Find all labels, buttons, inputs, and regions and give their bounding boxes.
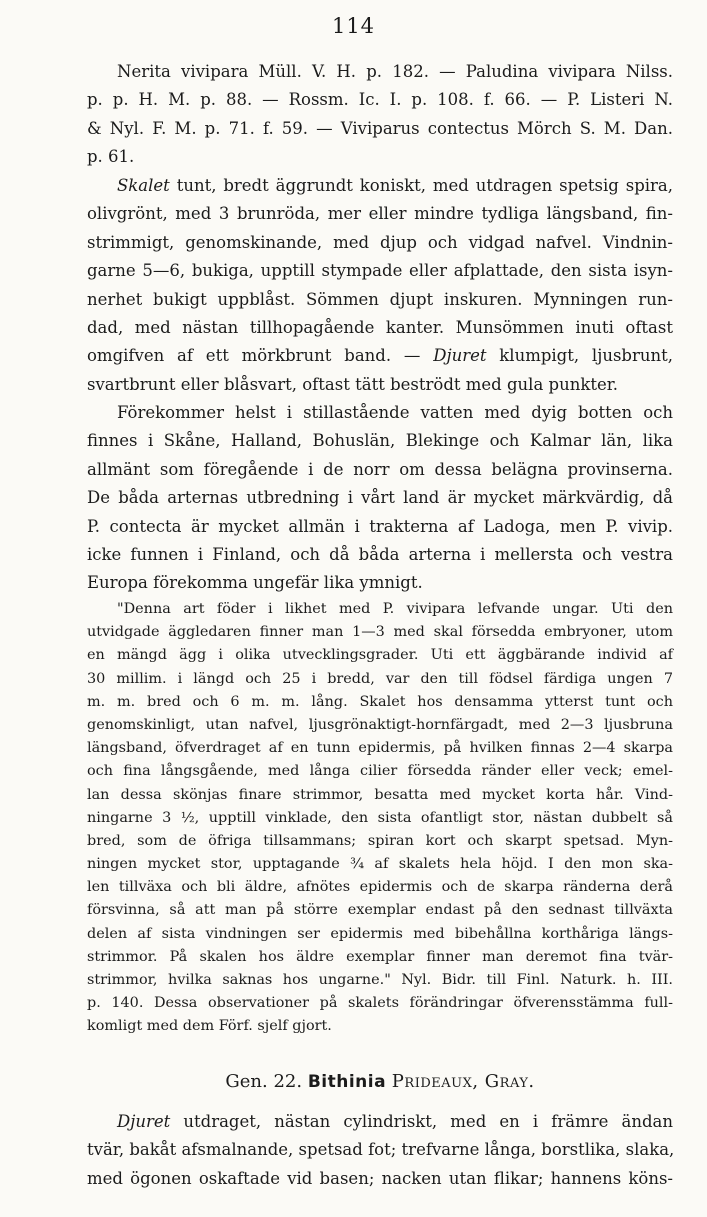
text-line: P. contecta är mycket allmän i trakterna af Ladoga, men P. vivip. [87, 516, 673, 536]
text-line: len tillväxa och bli äldre, afnötes epidermis och de skarpa ränderna derå [87, 879, 673, 896]
text-line: & Nyl. F. M. p. 71. f. 59. — Viviparus contectus Mörch S. M. Dan. [87, 118, 673, 138]
quotation-paragraph [87, 598, 673, 1039]
text-line-rest-genus: utdraget, nästan cylindriskt, med en i främre ändan [170, 1112, 673, 1131]
genus-description [87, 1108, 673, 1193]
text-line: Europa förekomma ungefär lika ymnigt. [87, 573, 423, 593]
text-line: Nerita vivipara Müll. V. H. p. 182. — Paludina vivipara Nilss. [117, 62, 673, 81]
text-line: "Denna art föder i likhet med P. vivipara lefvande ungar. Uti den [117, 601, 673, 617]
text-line: ningen mycket stor, upptagande ¾ af skalets hela höjd. I den mon ska- [87, 856, 673, 873]
text-line: komligt med dem Förf. sjelf gjort. [87, 1018, 332, 1035]
occurrence-paragraph [87, 399, 673, 598]
genus-heading [87, 1071, 673, 1092]
text-line: svartbrunt eller blåsvart, oftast tätt beströdt med gula punkter. [87, 374, 619, 394]
genus-number: Gen. 22. [225, 1071, 303, 1092]
text-line: De båda arternas utbredning i vårt land är mycket märkvärdig, då [87, 488, 673, 508]
text-line: lan dessa skönjas finare strimmor, besatta med mycket korta hår. Vind- [87, 786, 673, 803]
text-line: strimmor, hvilka saknas hos ungarne." Nyl. Bidr. till Finl. Naturk. h. III. [87, 972, 673, 988]
text-line: strimmigt, genomskinande, med djup och vidgad nafvel. Vindnin- [87, 232, 673, 252]
text-line: strimmor. På skalen hos äldre exemplar finner man deremot fina tvär- [87, 948, 673, 965]
text-line-rest: tunt, bredt äggrundt koniskt, med utdragen spetsig spira, [169, 176, 673, 195]
text-line: m. m. bred och 6 m. m. lång. Skalet hos densamma ytterst tunt och [87, 693, 673, 710]
text-line: genomskinligt, utan nafvel, ljusgrönaktigt-hornfärgadt, med 2—3 ljusbruna [87, 716, 673, 733]
term-djuret: Djuret [433, 346, 487, 366]
text-line: och fina långsgående, med långa cilier försedda ränder eller veck; emel- [87, 763, 673, 780]
text-line: längsband, öfverdraget af en tunn epidermis, på hvilken finnas 2—4 skarpa [87, 740, 673, 757]
text-line: icke funnen i Finland, och då båda arterna i mellersta och vestra [87, 544, 673, 564]
text-line: utvidgade äggledaren finner man 1—3 med skal försedda embryoner, utom [87, 624, 673, 641]
text-line-post: klumpigt, ljusbrunt, [486, 346, 673, 366]
text-line: försvinna, så att man på större exemplar endast på den sednast tillväxta [87, 902, 673, 919]
description-paragraph [87, 172, 673, 399]
synonymy-paragraph [87, 58, 673, 172]
text-line: tvär, bakåt afsmalnande, spetsad fot; trefvarne långa, borstlika, slaka, [87, 1140, 675, 1160]
text-line: Förekommer helst i stillastående vatten med dyig botten och [117, 403, 673, 422]
text-line: p. p. H. M. p. 88. — Rossm. Ic. I. p. 108. f. 66. — P. Listeri N. [87, 90, 673, 110]
genus-authors: Prideaux, Gray. [391, 1071, 535, 1092]
text-line: allmänt som föregående i de norr om dessa belägna provinserna. [87, 459, 673, 479]
text-line [87, 172, 673, 200]
text-line [87, 1108, 673, 1136]
text-line: nerhet bukigt uppblåst. Sömmen djupt inskuren. Mynningen run- [87, 289, 673, 309]
page-number: 114 [331, 14, 376, 38]
text-line [87, 342, 673, 370]
term-skalet: Skalet [117, 176, 170, 195]
text-line: delen af sista vindningen ser epidermis med bibehållna korthåriga längs- [87, 925, 673, 942]
text-line: ningarne 3 ½, upptill vinklade, den sista ofantligt stor, nästan dubbelt så [87, 809, 673, 826]
text-line-pre: omgifven af ett mörkbrunt band. — [87, 346, 434, 366]
text-line: bred, som de öfriga tillsammans; spiran kort och skarpt spetsad. Myn- [87, 832, 673, 849]
text-line: en mängd ägg i olika utvecklingsgrader. Uti ett äggbärande individ af [87, 647, 673, 664]
text-line: dad, med nästan tillhopagående kanter. Munsömmen inuti oftast [87, 317, 673, 337]
text-line: p. 61. [87, 147, 135, 167]
text-line: p. 140. Dessa observationer på skalets förändringar öfverensstämma full- [87, 995, 673, 1012]
genus-name: Bithinia [307, 1072, 387, 1092]
text-line: med ögonen oskaftade vid basen; nacken utan flikar; hannens köns- [87, 1168, 673, 1188]
text-line: finnes i Skåne, Halland, Bohuslän, Blekinge och Kalmar län, lika [87, 431, 673, 451]
text-line: garne 5—6, bukiga, upptill stympade eller afplattade, den sista isyn- [87, 261, 673, 281]
term-djuret: Djuret [117, 1112, 171, 1131]
text-line: olivgrönt, med 3 brunröda, mer eller mindre tydliga längsband, fin- [87, 204, 673, 224]
text-line: 30 millim. i längd och 25 i bredd, var den till födsel färdiga ungen 7 [87, 670, 673, 687]
